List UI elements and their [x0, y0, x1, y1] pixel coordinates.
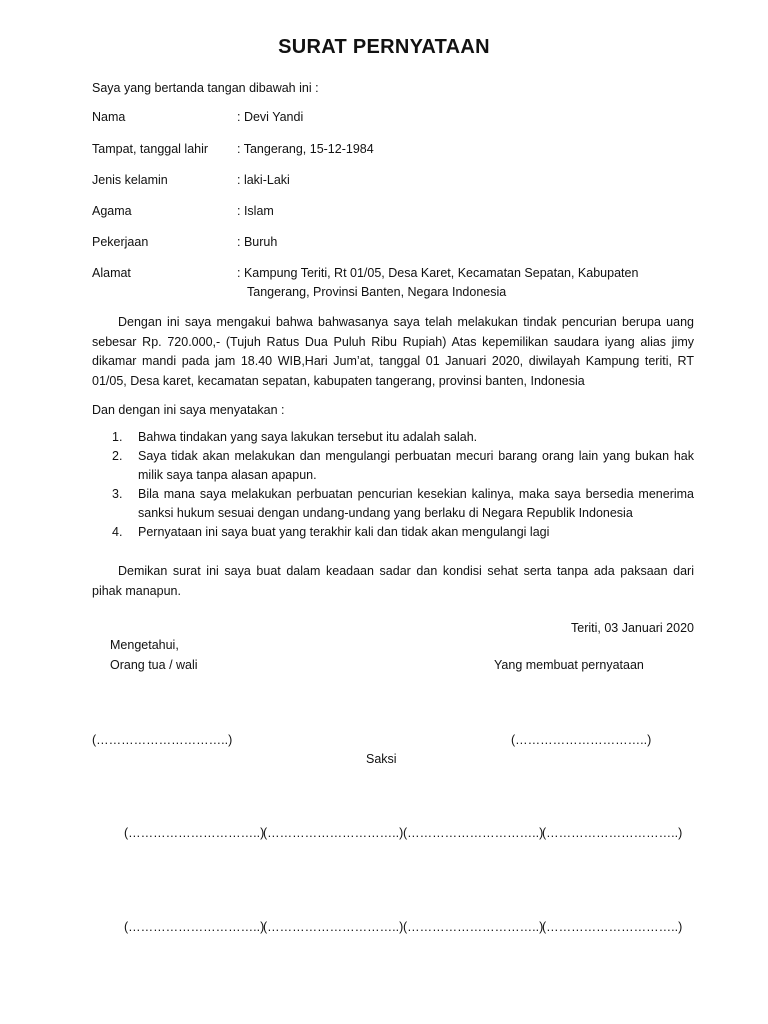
- witness-signature-line: (…………………………..): [403, 920, 544, 934]
- list-item-text: Pernyataan ini saya buat yang terakhir kali dan tidak akan mengulangi lagi: [138, 525, 550, 539]
- maker-signature-line: (…………………………..): [511, 733, 652, 747]
- field-value-birth: : Tangerang, 15-12-1984: [237, 142, 374, 156]
- witness-signature-line: (…………………………..): [542, 920, 683, 934]
- list-item-number: 4.: [112, 525, 123, 539]
- place-date: Teriti, 03 Januari 2020: [571, 621, 694, 635]
- list-item: [112, 447, 694, 485]
- list-item: [112, 485, 694, 523]
- page-title: SURAT PERNYATAAN: [278, 36, 490, 58]
- witness-signature-line: (…………………………..): [263, 920, 404, 934]
- list-item-number: 2.: [112, 449, 123, 463]
- parent-signature-line: (…………………………..): [92, 733, 233, 747]
- field-value-religion: : Islam: [237, 204, 274, 218]
- field-label-birth: Tampat, tanggal lahir: [92, 142, 209, 156]
- field-value-occupation: : Buruh: [237, 235, 278, 249]
- acknowledge-label: Mengetahui,: [110, 638, 179, 652]
- list-item-number: 1.: [112, 430, 123, 444]
- list-item-text: Bila mana saya melakukan perbuatan pencurian kesekian kalinya, maka saya bersedia menerima sanksi hukum sesuai dengan undang-undang yang berlaku di Negara Republik Indonesia: [138, 487, 694, 520]
- list-item: [112, 523, 694, 542]
- field-label-religion: Agama: [92, 204, 132, 218]
- field-value-address: : Kampung Teriti, Rt 01/05, Desa Karet, Kecamatan Sepatan, Kabupaten: [237, 266, 639, 280]
- maker-label: Yang membuat pernyataan: [494, 658, 644, 672]
- declaration-list: [112, 428, 694, 542]
- field-label-gender: Jenis kelamin: [92, 173, 168, 187]
- intro-text: Saya yang bertanda tangan dibawah ini :: [92, 81, 319, 95]
- statement-paragraph: Dengan ini saya mengakui bahwa bahwasanya saya telah melakukan tindak pencurian berupa uang sebesar Rp. 720.000,- (Tujuh Ratus Dua Puluh Ribu Rupiah) Atas kepemilikan saudara iyang alias jimy dikamar mandi pada jam 18.40 WIB,Hari Jum’at, tanggal 01 Januari 2020, diwilayah Kampung teriti, RT 01/05, Desa karet, kecamatan sepatan, kabupaten tangerang, provinsi banten, Indonesia: [92, 315, 694, 388]
- list-item: [112, 428, 694, 447]
- witness-signature-line: (…………………………..): [263, 826, 404, 840]
- declare-intro: Dan dengan ini saya menyatakan :: [92, 403, 285, 417]
- field-label-name: Nama: [92, 110, 126, 124]
- field-label-address: Alamat: [92, 266, 131, 280]
- witness-signature-line: (…………………………..): [124, 920, 265, 934]
- witness-label: Saksi: [366, 752, 397, 766]
- closing-paragraph: Demikan surat ini saya buat dalam keadaan sadar dan kondisi sehat serta tanpa ada paksaan dari pihak manapun.: [92, 564, 694, 598]
- field-label-occupation: Pekerjaan: [92, 235, 149, 249]
- list-item-number: 3.: [112, 487, 123, 501]
- witness-signature-line: (…………………………..): [403, 826, 544, 840]
- field-value-gender: : laki-Laki: [237, 173, 290, 187]
- parent-label: Orang tua / wali: [110, 658, 198, 672]
- list-item-text: Saya tidak akan melakukan dan mengulangi perbuatan mecuri barang orang lain yang bukan hak milik saya tanpa alasan apapun.: [138, 449, 694, 482]
- field-value-address-cont: Tangerang, Provinsi Banten, Negara Indonesia: [247, 285, 507, 299]
- witness-signature-line: (…………………………..): [124, 826, 265, 840]
- field-value-name: : Devi Yandi: [237, 110, 304, 124]
- witness-signature-line: (…………………………..): [542, 826, 683, 840]
- list-item-text: Bahwa tindakan yang saya lakukan tersebut itu adalah salah.: [138, 430, 478, 444]
